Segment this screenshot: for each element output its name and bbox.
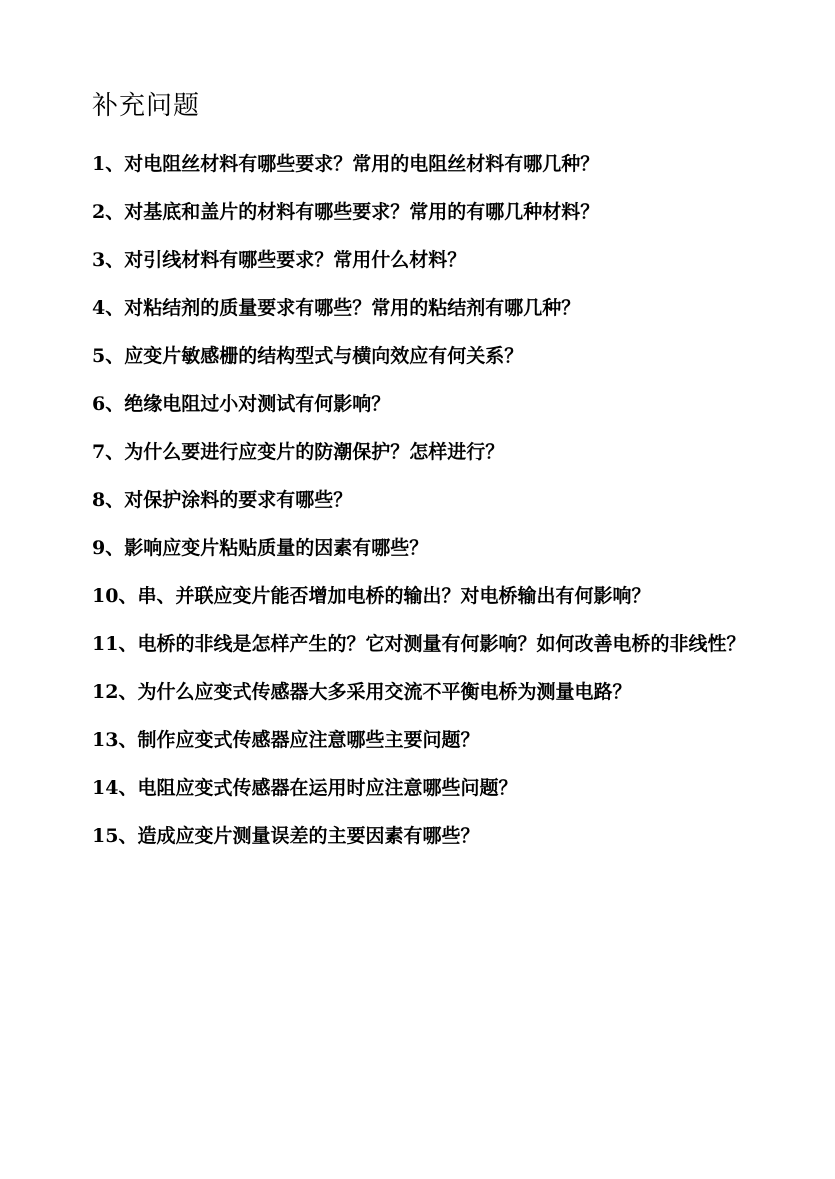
question-text: 对粘结剂的质量要求有哪些？常用的粘结剂有哪几种？ bbox=[124, 297, 581, 319]
question-number: 11、 bbox=[92, 633, 138, 655]
question-text: 对引线材料有哪些要求？常用什么材料？ bbox=[124, 249, 467, 271]
question-text: 绝缘电阻过小对测试有何影响？ bbox=[124, 393, 391, 415]
question-number: 10、 bbox=[92, 585, 138, 607]
question-number: 9、 bbox=[92, 537, 125, 559]
question-number: 13、 bbox=[92, 729, 138, 751]
question-number: 1、 bbox=[92, 153, 125, 175]
question-text: 造成应变片测量误差的主要因素有哪些？ bbox=[137, 825, 480, 847]
page-title: 补充问题 bbox=[92, 91, 201, 121]
question-number: 4、 bbox=[92, 297, 125, 319]
question-item bbox=[92, 236, 762, 284]
question-item bbox=[92, 524, 762, 572]
question-number: 14、 bbox=[92, 777, 138, 799]
question-number: 3、 bbox=[92, 249, 125, 271]
question-number: 15、 bbox=[92, 825, 138, 847]
question-text: 对保护涂料的要求有哪些？ bbox=[124, 489, 353, 511]
question-item bbox=[92, 140, 762, 188]
question-item bbox=[92, 476, 762, 524]
question-item bbox=[92, 332, 762, 380]
question-item bbox=[92, 668, 762, 716]
question-item bbox=[92, 716, 762, 764]
question-number: 7、 bbox=[92, 441, 125, 463]
question-text: 串、并联应变片能否增加电桥的输出？对电桥输出有何影响？ bbox=[137, 585, 651, 607]
question-text: 电桥的非线是怎样产生的？它对测量有何影响？如何改善电桥的非线性？ bbox=[137, 633, 746, 655]
question-text: 应变片敏感栅的结构型式与横向效应有何关系？ bbox=[124, 345, 524, 367]
question-item bbox=[92, 764, 762, 812]
question-item bbox=[92, 812, 762, 860]
question-item bbox=[92, 620, 762, 668]
question-item bbox=[92, 572, 762, 620]
question-item bbox=[92, 284, 762, 332]
question-text: 制作应变式传感器应注意哪些主要问题？ bbox=[137, 729, 480, 751]
question-number: 12、 bbox=[92, 681, 138, 703]
question-number: 8、 bbox=[92, 489, 125, 511]
question-item bbox=[92, 380, 762, 428]
question-number: 5、 bbox=[92, 345, 125, 367]
question-item bbox=[92, 428, 762, 476]
question-list bbox=[92, 140, 762, 860]
question-text: 电阻应变式传感器在运用时应注意哪些问题？ bbox=[137, 777, 518, 799]
question-text: 对电阻丝材料有哪些要求？常用的电阻丝材料有哪几种？ bbox=[124, 153, 600, 175]
question-number: 6、 bbox=[92, 393, 125, 415]
question-text: 为什么要进行应变片的防潮保护？怎样进行？ bbox=[124, 441, 505, 463]
question-item bbox=[92, 188, 762, 236]
question-text: 对基底和盖片的材料有哪些要求？常用的有哪几种材料？ bbox=[124, 201, 600, 223]
question-text: 为什么应变式传感器大多采用交流不平衡电桥为测量电路？ bbox=[137, 681, 632, 703]
question-number: 2、 bbox=[92, 201, 125, 223]
question-text: 影响应变片粘贴质量的因素有哪些？ bbox=[124, 537, 429, 559]
